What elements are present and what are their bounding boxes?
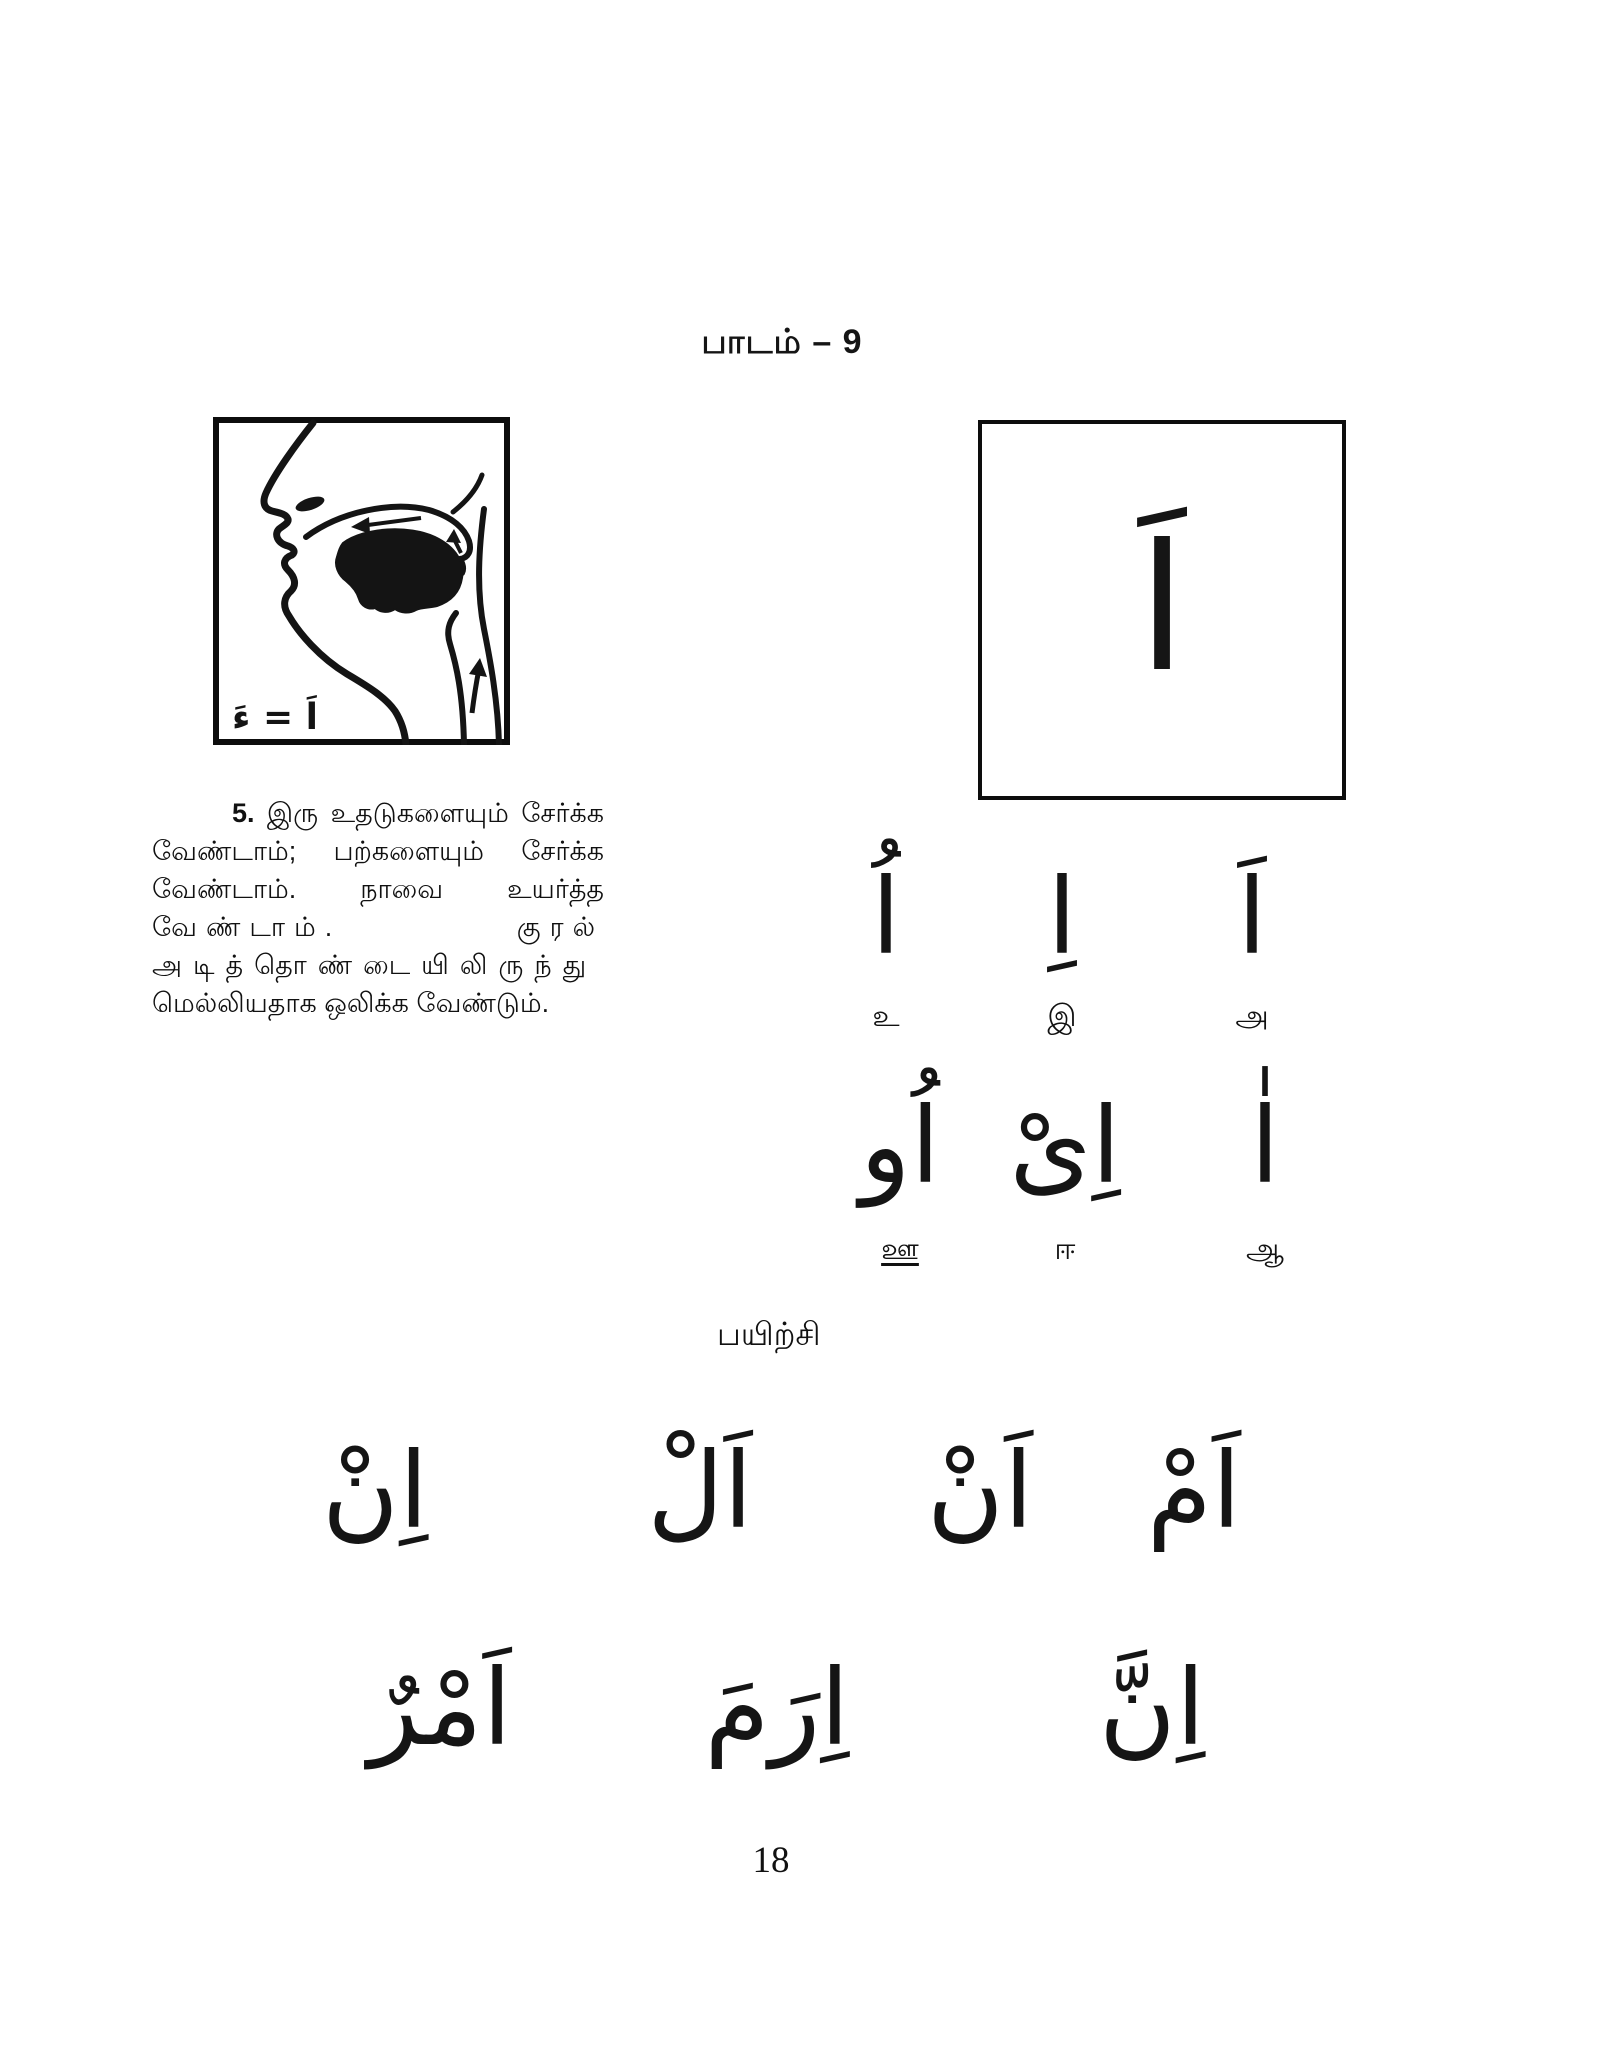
vowel-column-aa — [1170, 1037, 1360, 1271]
main-letter-box — [978, 420, 1346, 800]
arabic-letter-alif-damma: اُ — [871, 856, 901, 978]
vowel-column-ii — [970, 1037, 1160, 1271]
note-number: 5. — [232, 798, 255, 828]
note-line — [152, 794, 604, 832]
tamil-label-ii: ஈ — [1054, 1233, 1076, 1266]
note-line-text: இரு உதடுகளையும் சேர்க்க — [266, 798, 604, 828]
note-line: மெல்லியதாக ஒலிக்க வேண்டும். — [152, 988, 550, 1018]
tamil-label-uu: ஊ — [881, 1233, 919, 1266]
tamil-label-u: உ — [872, 1000, 900, 1033]
tamil-label-aa: ஆ — [1246, 1233, 1284, 1266]
arabic-letter-alif-dagger-alif: اٰ — [1250, 1085, 1280, 1207]
pronunciation-note — [152, 794, 604, 1022]
arabic-letter-alif-fatha-small: اَ — [1237, 856, 1267, 978]
arabic-letter-alif-kasra-ya: اِىْ — [1009, 1085, 1121, 1207]
arabic-letter-alif-damma-waw: اُو — [860, 1085, 940, 1207]
mouth-diagram-svg — [213, 417, 510, 745]
practice-word-in: اِنْ — [321, 1430, 429, 1552]
page-number: 18 — [752, 1840, 790, 1881]
note-line: வேண்டாம்; பற்களையும் சேர்க்க — [152, 836, 604, 866]
vowel-column-uu — [805, 1037, 995, 1271]
exercise-heading: பயிற்சி — [717, 1316, 821, 1352]
arabic-letter-alif-fatha: اَ — [1137, 507, 1187, 711]
tamil-label-i: இ — [1047, 1000, 1077, 1033]
vowel-column-u — [791, 808, 981, 1038]
practice-word-irama: اِرَمَ — [704, 1647, 850, 1769]
diagram-equation-label: اَ = ءَ — [232, 697, 318, 738]
practice-word-inna: اِنَّ — [1098, 1647, 1206, 1769]
note-line: அடித்தொண்டையிலிருந்து — [152, 950, 598, 980]
note-line: வேண்டாம். குரல் — [152, 912, 604, 942]
page-title: பாடம் – 9 — [701, 322, 863, 361]
vowel-column-i — [967, 808, 1157, 1038]
practice-word-am: اَمْ — [1146, 1430, 1242, 1552]
tamil-label-a: அ — [1235, 1000, 1269, 1033]
practice-word-al: اَلْ — [647, 1430, 753, 1552]
note-line: வேண்டாம். நாவை உயர்த்த — [152, 874, 604, 904]
arabic-letter-alif-kasra: اِ — [1047, 856, 1077, 978]
practice-word-amrun: اَمْرٌ — [368, 1647, 512, 1769]
practice-word-an: اَنْ — [926, 1430, 1034, 1552]
mouth-articulation-diagram — [213, 417, 510, 745]
vowel-column-a — [1157, 808, 1347, 1038]
